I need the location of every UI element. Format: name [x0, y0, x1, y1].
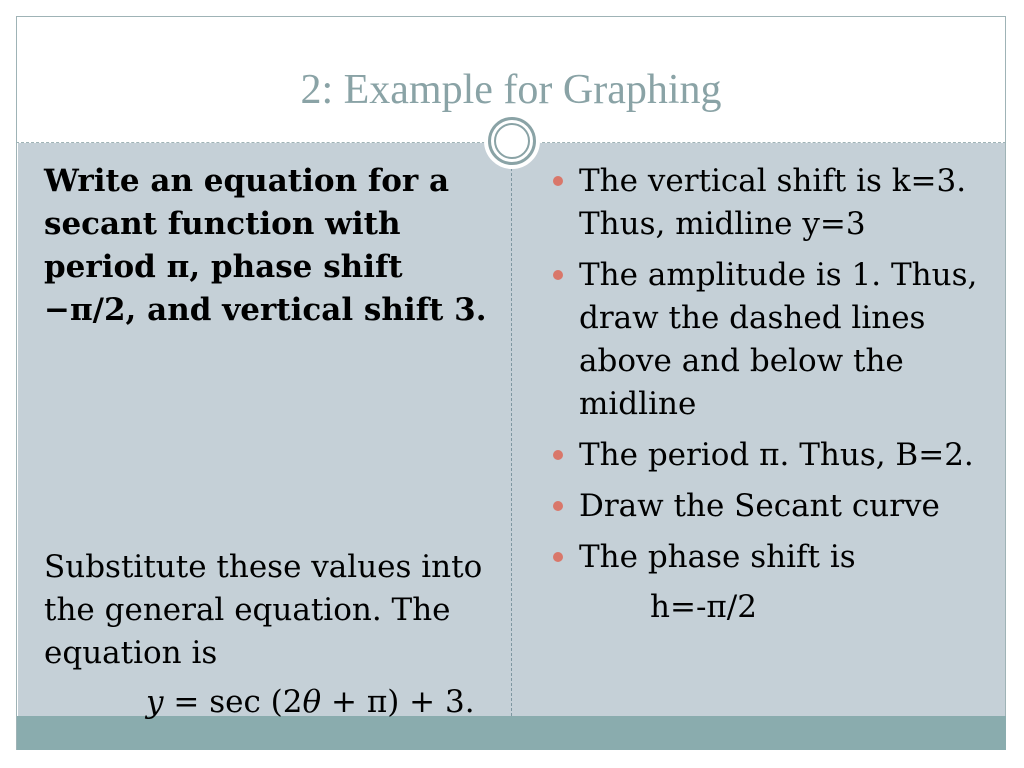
problem-line-2: −π/2, and vertical shift 3.	[44, 292, 487, 328]
equation-theta: θ	[302, 684, 322, 720]
right-column	[551, 160, 991, 587]
bullet-dot-icon	[553, 501, 563, 511]
bullet-dot-icon	[553, 552, 563, 562]
circle-inner	[494, 123, 530, 159]
slide-title: 2: Example for Graphing	[300, 67, 722, 113]
problem-line-1: Write an equation for a secant function with period π, phase shift	[44, 163, 450, 285]
bullet-item	[551, 536, 991, 579]
equation-lhs: y	[146, 684, 164, 720]
equation-rest: + π) + 3.	[321, 684, 475, 720]
bullet-text: The amplitude is 1. Thus, draw the dashed lines above and below the midline	[579, 257, 978, 422]
bullet-dot-icon	[553, 450, 563, 460]
bullet-text: The vertical shift is k=3. Thus, midline y=3	[579, 163, 967, 242]
left-column	[44, 160, 494, 332]
bullet-dot-icon	[553, 176, 563, 186]
problem-statement	[44, 160, 494, 332]
bullet-text: The period π. Thus, B=2.	[579, 437, 974, 473]
phase-shift-value: h=-π/2	[650, 589, 757, 625]
bullet-item	[551, 485, 991, 528]
bullet-item	[551, 434, 991, 477]
bullet-text: Draw the Secant curve	[579, 488, 940, 524]
equation-middle: = sec (2	[163, 684, 303, 720]
column-divider	[511, 143, 512, 716]
bullet-item	[551, 254, 991, 426]
footer-bar	[17, 716, 1006, 750]
equation	[146, 684, 475, 720]
bullet-item	[551, 160, 991, 246]
substitute-text: Substitute these values into the general equation. The equation is	[44, 549, 483, 671]
bullet-dot-icon	[553, 270, 563, 280]
bullet-list	[551, 160, 991, 579]
bullet-text: The phase shift is	[579, 539, 856, 575]
